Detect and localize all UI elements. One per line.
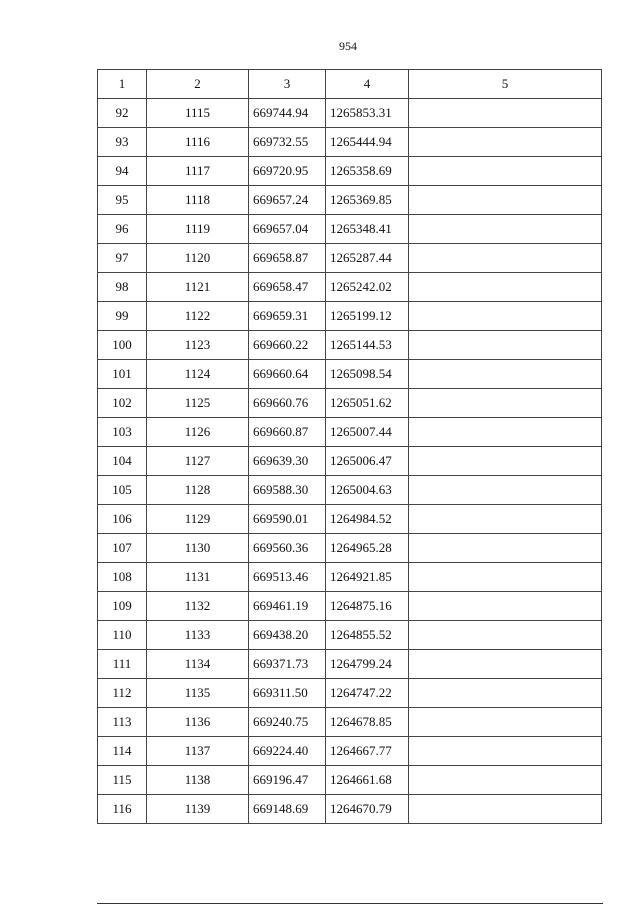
cell-x-coordinate: 669224.40 (249, 737, 326, 766)
cell-notes (409, 389, 602, 418)
cell-notes (409, 186, 602, 215)
cell-vertex-id: 1126 (147, 418, 249, 447)
cell-vertex-id: 1128 (147, 476, 249, 505)
cell-x-coordinate: 669560.36 (249, 534, 326, 563)
cell-vertex-id: 1125 (147, 389, 249, 418)
cell-point-number: 94 (98, 157, 147, 186)
header-col-2: 2 (147, 70, 249, 99)
table-row (98, 621, 602, 650)
cell-x-coordinate: 669660.22 (249, 331, 326, 360)
cell-y-coordinate: 1264747.22 (326, 679, 409, 708)
cell-y-coordinate: 1265369.85 (326, 186, 409, 215)
cell-x-coordinate: 669659.31 (249, 302, 326, 331)
table-row (98, 360, 602, 389)
table-row (98, 215, 602, 244)
cell-point-number: 111 (98, 650, 147, 679)
table-row (98, 563, 602, 592)
cell-x-coordinate: 669732.55 (249, 128, 326, 157)
cell-vertex-id: 1138 (147, 766, 249, 795)
cell-vertex-id: 1120 (147, 244, 249, 273)
cell-vertex-id: 1137 (147, 737, 249, 766)
cell-y-coordinate: 1264670.79 (326, 795, 409, 824)
cell-y-coordinate: 1265853.31 (326, 99, 409, 128)
header-col-5: 5 (409, 70, 602, 99)
cell-point-number: 105 (98, 476, 147, 505)
cell-y-coordinate: 1265242.02 (326, 273, 409, 302)
cell-x-coordinate: 669660.87 (249, 418, 326, 447)
cell-notes (409, 592, 602, 621)
table-body (98, 99, 602, 824)
table-header-row (98, 70, 602, 99)
cell-x-coordinate: 669588.30 (249, 476, 326, 505)
cell-notes (409, 128, 602, 157)
cell-notes (409, 534, 602, 563)
cell-vertex-id: 1119 (147, 215, 249, 244)
table-row (98, 679, 602, 708)
table-row (98, 766, 602, 795)
cell-x-coordinate: 669744.94 (249, 99, 326, 128)
cell-vertex-id: 1122 (147, 302, 249, 331)
table-row (98, 592, 602, 621)
cell-point-number: 101 (98, 360, 147, 389)
cell-vertex-id: 1139 (147, 795, 249, 824)
cell-vertex-id: 1135 (147, 679, 249, 708)
table-row (98, 447, 602, 476)
cell-y-coordinate: 1264678.85 (326, 708, 409, 737)
coordinates-table (97, 69, 602, 824)
cell-point-number: 109 (98, 592, 147, 621)
cell-notes (409, 447, 602, 476)
cell-x-coordinate: 669720.95 (249, 157, 326, 186)
cell-point-number: 99 (98, 302, 147, 331)
cell-y-coordinate: 1265358.69 (326, 157, 409, 186)
cell-x-coordinate: 669148.69 (249, 795, 326, 824)
cell-point-number: 95 (98, 186, 147, 215)
cell-x-coordinate: 669657.24 (249, 186, 326, 215)
cell-x-coordinate: 669657.04 (249, 215, 326, 244)
cell-point-number: 102 (98, 389, 147, 418)
cell-notes (409, 737, 602, 766)
table-row (98, 418, 602, 447)
cell-notes (409, 244, 602, 273)
cell-vertex-id: 1115 (147, 99, 249, 128)
cell-point-number: 100 (98, 331, 147, 360)
table-row (98, 244, 602, 273)
cell-y-coordinate: 1264921.85 (326, 563, 409, 592)
cell-vertex-id: 1123 (147, 331, 249, 360)
cell-y-coordinate: 1264799.24 (326, 650, 409, 679)
cell-x-coordinate: 669438.20 (249, 621, 326, 650)
cell-notes (409, 563, 602, 592)
cell-point-number: 107 (98, 534, 147, 563)
table-row (98, 737, 602, 766)
cell-notes (409, 157, 602, 186)
cell-notes (409, 360, 602, 389)
cell-x-coordinate: 669658.47 (249, 273, 326, 302)
cell-notes (409, 621, 602, 650)
cell-notes (409, 302, 602, 331)
cell-notes (409, 99, 602, 128)
cell-vertex-id: 1117 (147, 157, 249, 186)
table-row (98, 650, 602, 679)
table-row (98, 186, 602, 215)
table-row (98, 795, 602, 824)
cell-x-coordinate: 669461.19 (249, 592, 326, 621)
cell-point-number: 112 (98, 679, 147, 708)
cell-point-number: 96 (98, 215, 147, 244)
cell-y-coordinate: 1265098.54 (326, 360, 409, 389)
table-row (98, 331, 602, 360)
table-row (98, 157, 602, 186)
cell-notes (409, 650, 602, 679)
cell-point-number: 106 (98, 505, 147, 534)
cell-y-coordinate: 1265006.47 (326, 447, 409, 476)
cell-point-number: 98 (98, 273, 147, 302)
cell-x-coordinate: 669658.87 (249, 244, 326, 273)
cell-y-coordinate: 1264667.77 (326, 737, 409, 766)
page-number: 954 (339, 39, 357, 53)
cell-x-coordinate: 669590.01 (249, 505, 326, 534)
cell-notes (409, 273, 602, 302)
cell-y-coordinate: 1265007.44 (326, 418, 409, 447)
cell-vertex-id: 1136 (147, 708, 249, 737)
cell-x-coordinate: 669639.30 (249, 447, 326, 476)
cell-point-number: 115 (98, 766, 147, 795)
cell-vertex-id: 1134 (147, 650, 249, 679)
cell-point-number: 116 (98, 795, 147, 824)
cell-y-coordinate: 1264875.16 (326, 592, 409, 621)
cell-y-coordinate: 1265051.62 (326, 389, 409, 418)
cell-y-coordinate: 1265287.44 (326, 244, 409, 273)
cell-y-coordinate: 1264855.52 (326, 621, 409, 650)
cell-y-coordinate: 1264965.28 (326, 534, 409, 563)
table-row (98, 534, 602, 563)
cell-notes (409, 766, 602, 795)
cell-vertex-id: 1133 (147, 621, 249, 650)
cell-point-number: 104 (98, 447, 147, 476)
cell-point-number: 113 (98, 708, 147, 737)
table-row (98, 389, 602, 418)
cell-vertex-id: 1118 (147, 186, 249, 215)
table-row (98, 128, 602, 157)
bottom-rule (97, 903, 603, 904)
cell-x-coordinate: 669513.46 (249, 563, 326, 592)
cell-notes (409, 708, 602, 737)
cell-vertex-id: 1132 (147, 592, 249, 621)
cell-vertex-id: 1127 (147, 447, 249, 476)
cell-vertex-id: 1130 (147, 534, 249, 563)
cell-point-number: 103 (98, 418, 147, 447)
cell-notes (409, 795, 602, 824)
cell-point-number: 110 (98, 621, 147, 650)
cell-x-coordinate: 669660.76 (249, 389, 326, 418)
table-row (98, 302, 602, 331)
table-row (98, 99, 602, 128)
table-row (98, 476, 602, 505)
cell-x-coordinate: 669660.64 (249, 360, 326, 389)
header-col-4: 4 (326, 70, 409, 99)
cell-vertex-id: 1131 (147, 563, 249, 592)
cell-x-coordinate: 669311.50 (249, 679, 326, 708)
cell-x-coordinate: 669371.73 (249, 650, 326, 679)
header-col-1: 1 (98, 70, 147, 99)
cell-y-coordinate: 1265444.94 (326, 128, 409, 157)
cell-vertex-id: 1129 (147, 505, 249, 534)
cell-point-number: 93 (98, 128, 147, 157)
cell-point-number: 114 (98, 737, 147, 766)
cell-point-number: 97 (98, 244, 147, 273)
cell-notes (409, 331, 602, 360)
cell-notes (409, 679, 602, 708)
cell-x-coordinate: 669240.75 (249, 708, 326, 737)
cell-vertex-id: 1116 (147, 128, 249, 157)
table-row (98, 505, 602, 534)
header-col-3: 3 (249, 70, 326, 99)
cell-notes (409, 215, 602, 244)
cell-vertex-id: 1121 (147, 273, 249, 302)
cell-y-coordinate: 1265199.12 (326, 302, 409, 331)
cell-point-number: 108 (98, 563, 147, 592)
cell-vertex-id: 1124 (147, 360, 249, 389)
cell-y-coordinate: 1265348.41 (326, 215, 409, 244)
cell-notes (409, 505, 602, 534)
cell-notes (409, 418, 602, 447)
cell-y-coordinate: 1265004.63 (326, 476, 409, 505)
cell-point-number: 92 (98, 99, 147, 128)
table-row (98, 708, 602, 737)
cell-x-coordinate: 669196.47 (249, 766, 326, 795)
cell-y-coordinate: 1265144.53 (326, 331, 409, 360)
cell-y-coordinate: 1264661.68 (326, 766, 409, 795)
cell-y-coordinate: 1264984.52 (326, 505, 409, 534)
table-row (98, 273, 602, 302)
cell-notes (409, 476, 602, 505)
